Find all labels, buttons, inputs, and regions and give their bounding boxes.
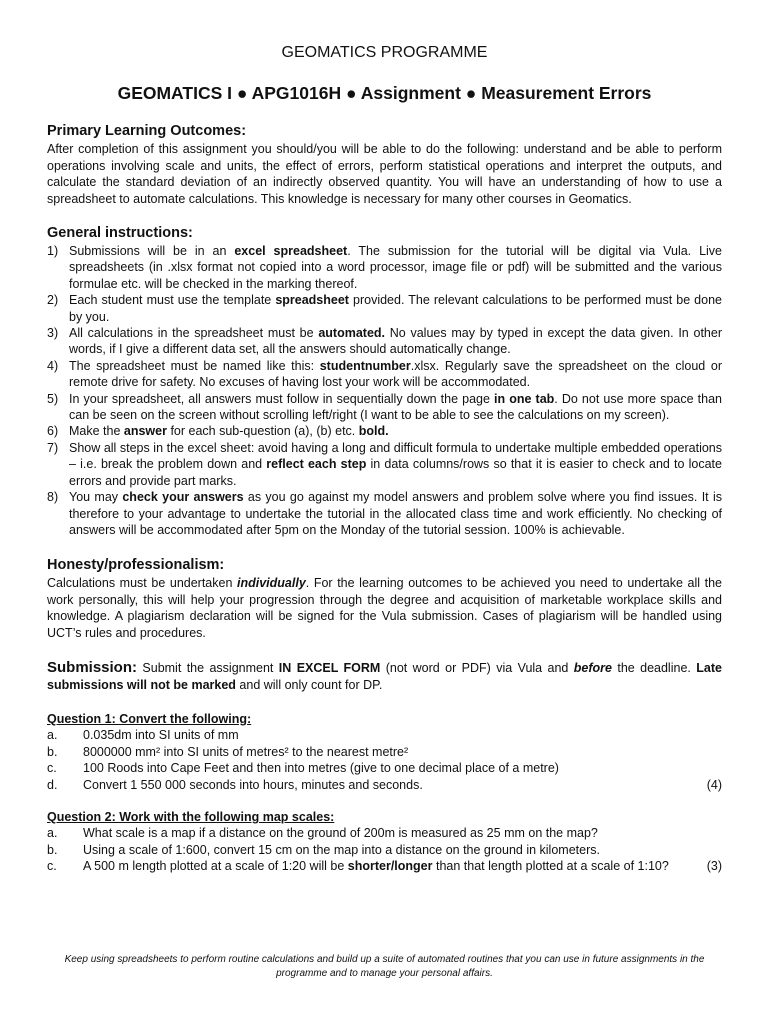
programme-heading: GEOMATICS PROGRAMME: [281, 44, 488, 61]
footer-note: Keep using spreadsheets to perform routine calculations and build up a suite of automated routines that you can use in future assignments in the programme and to manage your personal affairs.: [64, 954, 705, 979]
submission-heading: Submission:: [47, 659, 138, 676]
list-item: a. 0.035dm into SI units of mm: [47, 728, 239, 743]
instruction-item: 1) Submissions will be in an excel spreadsheet. The submission for the tutorial will be digital via Vula. Live spreadsheets (in .xlsx format not copied into a word processor, image file or pdf) will be submitted and the various formulae etc. will be checked in the marking thereof.: [47, 244, 722, 291]
honesty-text: Calculations must be undertaken individually. For the learning outcomes to be achieved you need to undertake all the work personally, this will help your progression through the degree and acquisition of marketable workplace skills and knowledge. A plagiarism declaration will be signed for the Vula submission. Cases of plagiarism will be handled using UCT’s rules and procedures.: [47, 576, 722, 640]
list-item: a. What scale is a map if a distance on the ground of 200m is measured as 25 mm on the map?: [47, 826, 598, 841]
instruction-item: 5) In your spreadsheet, all answers must follow in sequentially down the page in one tab. Do not use more space than can be seen on the screen without scrolling left/right (I want to be able to see the calculations on my screen).: [47, 391, 722, 423]
instruction-item: 4) The spreadsheet must be named like this: studentnumber.xlsx. Regularly save the spreadsheet on the cloud or remote drive for safety. No excuses of having lost your work will be accommodated.: [47, 358, 722, 390]
document-title: GEOMATICS I ● APG1016H ● Assignment ● Measurement Errors: [117, 83, 652, 103]
instructions-heading: General instructions:: [47, 225, 193, 241]
outcomes-heading: Primary Learning Outcomes:: [47, 123, 247, 139]
marks: (4): [706, 777, 722, 792]
instruction-item: 8) You may check your answers as you go against my model answers and problem solve where you find issues. It is therefore to your advantage to undertake the tutorial in the allocated class time and work efficiently. No checking of answers will be accommodated after 5pm on the Monday of the tutorial session. 100% is achievable.: [47, 490, 722, 537]
list-item: c. A 500 m length plotted at a scale of 1:20 will be shorter/longer than that length plotted at a scale of 1:10? (3): [47, 859, 722, 874]
instruction-item: 7) Show all steps in the excel sheet: avoid having a long and difficult formula to undertake multiple embedded operations – i.e. break the problem down and reflect each step in data columns/rows so that it is easier to check and to locate errors and provide part marks.: [47, 440, 722, 488]
list-item: b. 8000000 mm² into SI units of metres² to the nearest metre²: [47, 744, 409, 759]
question-1-title: Question 1: Convert the following:: [47, 712, 252, 726]
marks: (3): [706, 859, 722, 874]
question-2: [47, 809, 722, 875]
honesty-heading: Honesty/professionalism:: [47, 557, 225, 573]
instruction-item: 3) All calculations in the spreadsheet must be automated. No values may by typed in except the data given. In other words, if I give a different data set, all the answers should automatically change.: [47, 326, 722, 357]
list-item: c. 100 Roods into Cape Feet and then into metres (give to one decimal place of a metre): [47, 761, 559, 776]
outcomes-text: After completion of this assignment you should/you will be able to do the following: understand and be able to perform operations involving scale and units, the effect of errors, perform statistical operations and interpret the outputs, and calculate the standard deviation of an indirectly observed quantity. You will have an understanding of how to use a spreadsheet to automate calculations. This knowledge is necessary for many other courses in Geomatics.: [47, 142, 722, 206]
honesty-section: [47, 556, 722, 641]
question-1: [47, 711, 722, 793]
outcomes-section: [47, 122, 722, 207]
question-2-title: Question 2: Work with the following map scales:: [47, 810, 335, 824]
instructions-list: [47, 243, 722, 538]
submission-section: Submission: Submit the assignment IN EXCEL FORM (not word or PDF) via Vula and before the deadline. Late submissions will not be marked and will only count for DP.: [47, 659, 722, 692]
instruction-item: 6) Make the answer for each sub-question (a), (b) etc. bold.: [47, 424, 389, 439]
list-item: d. Convert 1 550 000 seconds into hours, minutes and seconds. (4): [47, 777, 722, 792]
instructions-section: [47, 224, 722, 538]
instruction-item: 2) Each student must use the template spreadsheet provided. The relevant calculations to be performed must be done by you.: [47, 293, 722, 324]
list-item: b. Using a scale of 1:600, convert 15 cm on the map into a distance on the ground in kilometers.: [47, 842, 600, 857]
